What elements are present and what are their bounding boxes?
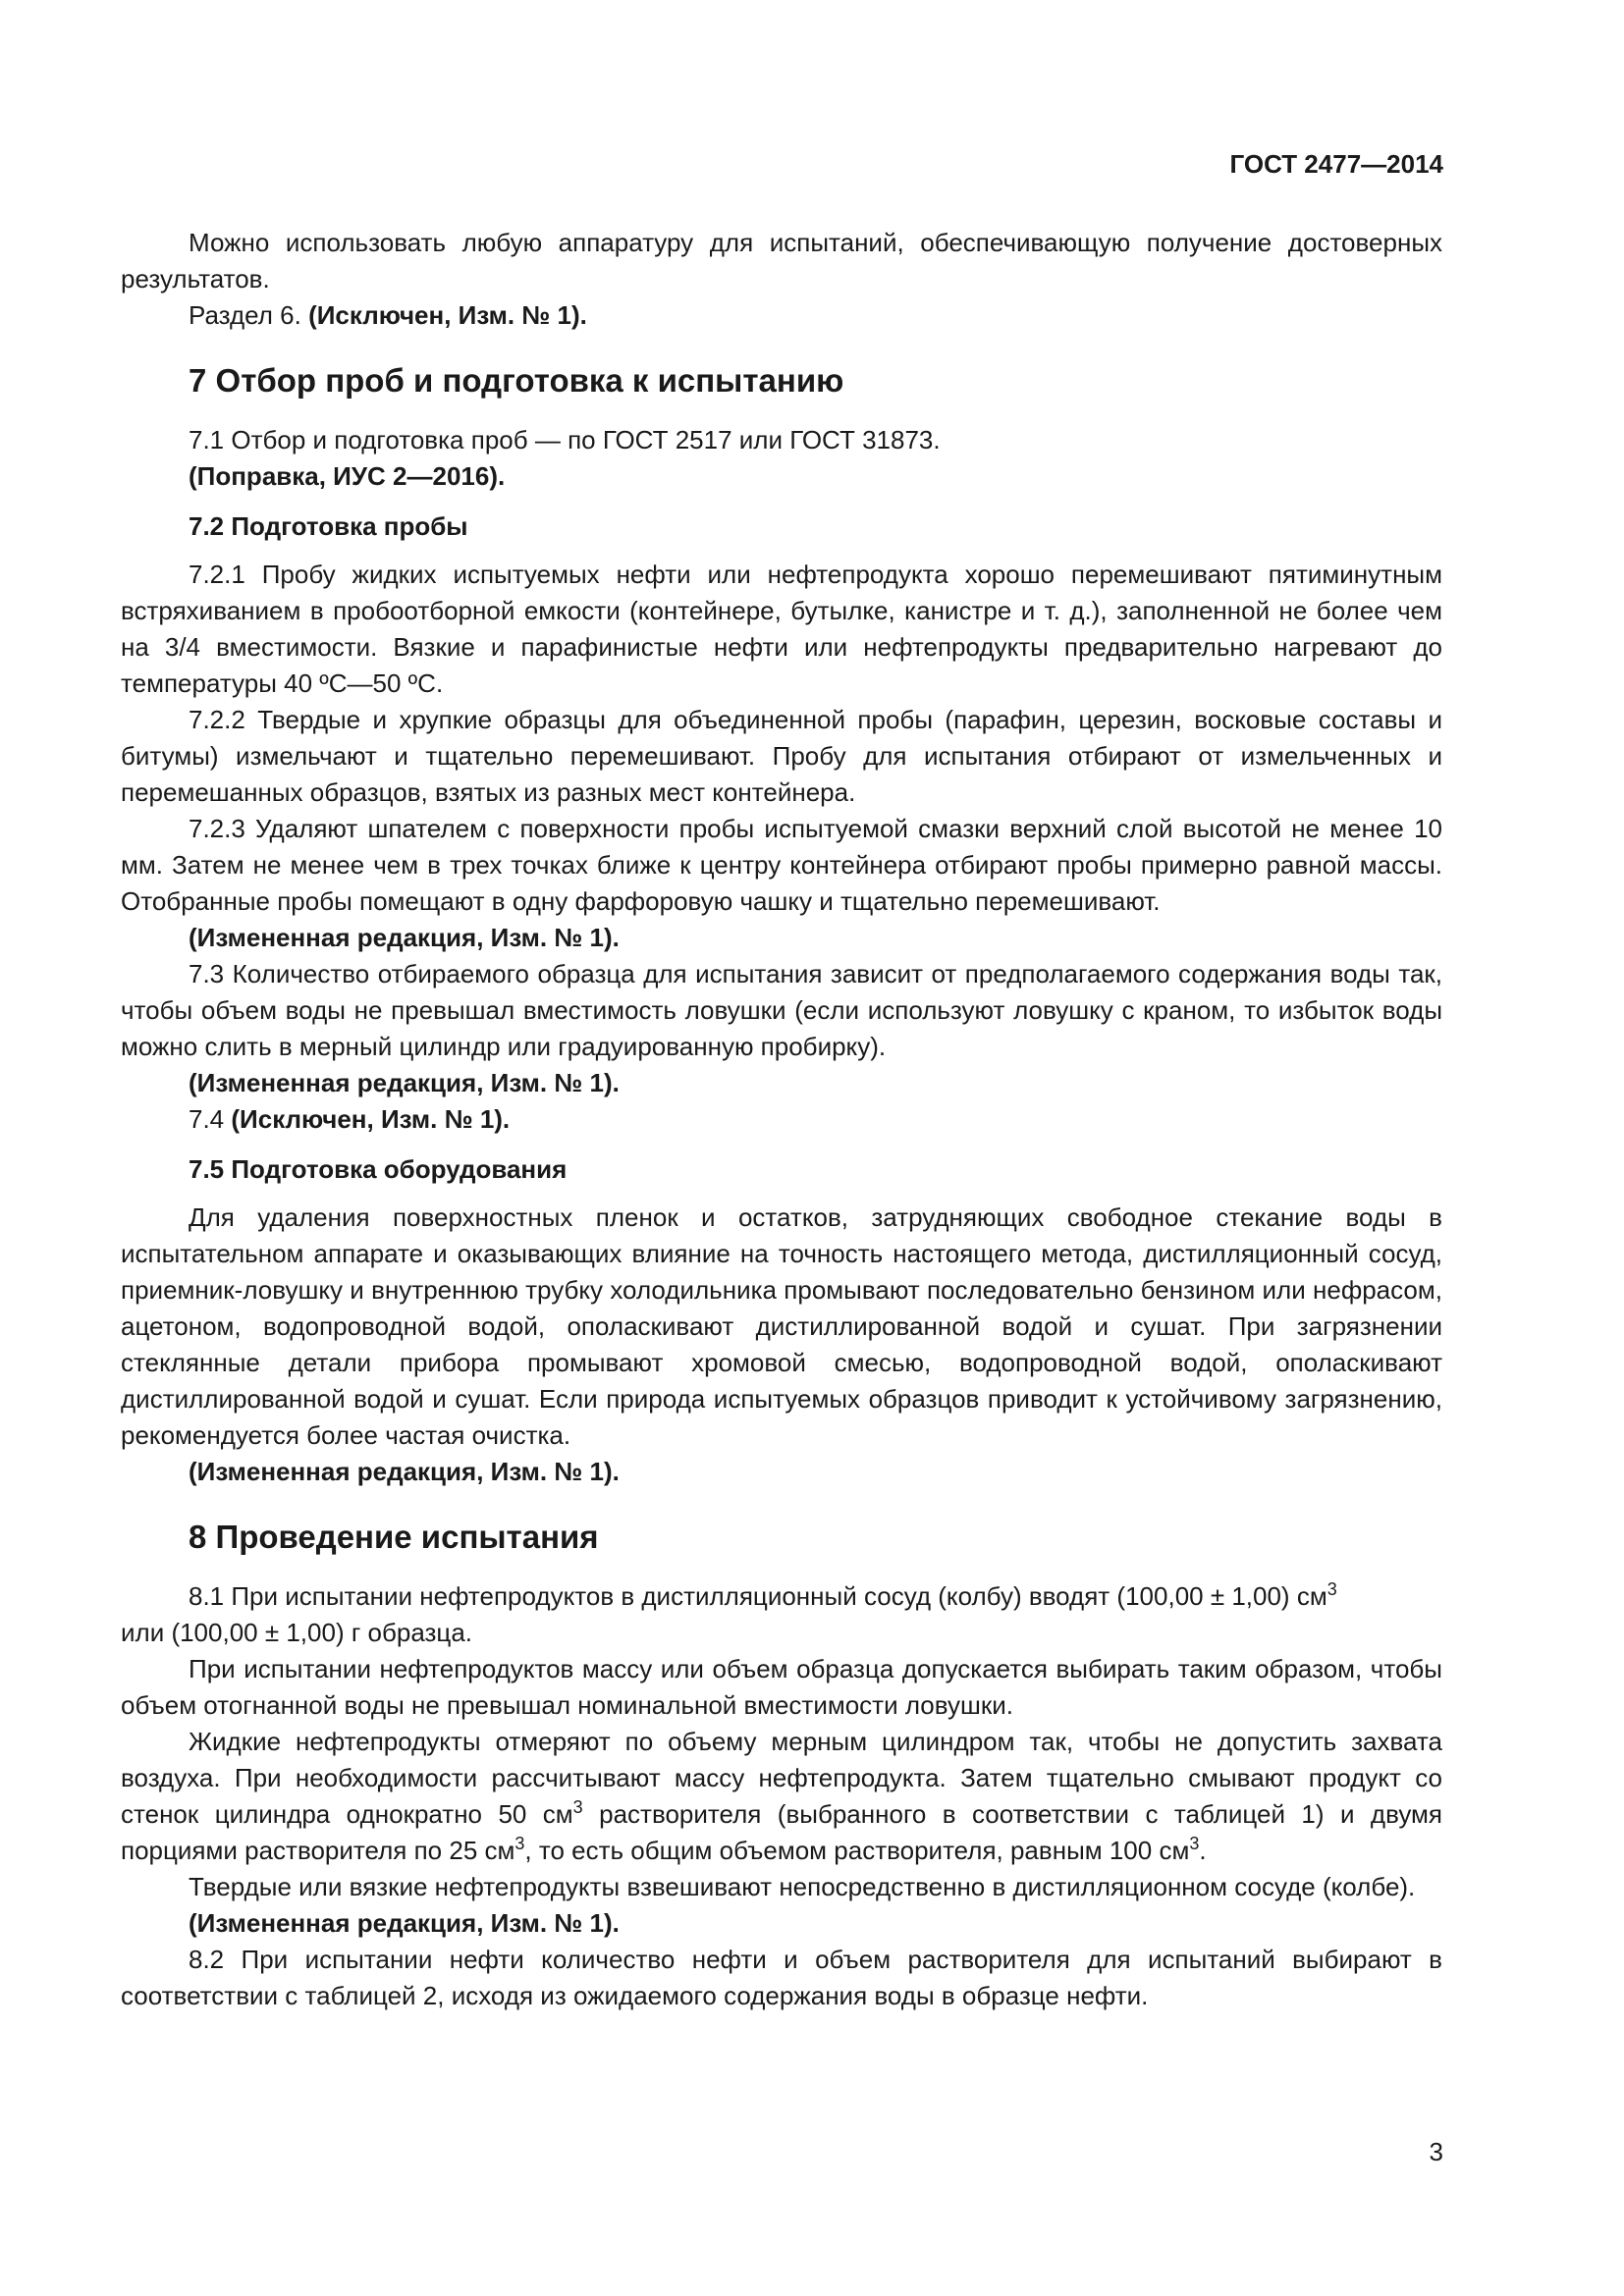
paragraph-8-1-mass: При испытании нефтепродуктов массу или объем образца допускается выбирать таким образом, чтобы объем отогнанной воды не превышал номинальной вместимости ловушки.	[121, 1654, 1442, 1720]
section6-label: Раздел 6.	[189, 300, 301, 330]
superscript-3: 3	[1326, 1579, 1337, 1599]
paragraph-7-4	[121, 1101, 1442, 1138]
amendment-note-7-3: (Измененная редакция, Изм. № 1).	[189, 1068, 620, 1097]
section8-title: 8 Проведение испытания	[189, 1519, 599, 1555]
paragraph-8-1-solid: Твердые или вязкие нефтепродукты взвешивают непосредственно в дистилляционном сосуде (колбе).	[189, 1872, 1416, 1901]
intro-paragraph: Можно использовать любую аппаратуру для испытаний, обеспечивающую получение достоверных результатов.	[121, 228, 1442, 294]
superscript-3: 3	[514, 1834, 525, 1853]
paragraph-7-4-excluded: (Исключен, Изм. № 1).	[231, 1104, 511, 1134]
section6-excluded: (Исключен, Изм. № 1).	[308, 300, 587, 330]
paragraph-8-1-liquid: Жидкие нефтепродукты отмеряют по объему мерным цилиндром так, чтобы не допустить захвата воздуха. При необходимости рассчитывают массу нефтепродукта. Затем тщательно смывают продукт со стенок цилиндра однократно 50 $см^3$ растворителя (выбранного в соответствии с таблицей 1) и двумя порциями растворителя по 25 $см^3$, то есть общим объемом растворителя, равным 100 $см^3$.	[121, 1727, 1442, 1865]
paragraph-8-1: 8.1 При испытании нефтепродуктов в дистилляционный сосуд (колбу) вводят (100,00 ± 1,00) $см^3$	[189, 1579, 1337, 1611]
paragraph-8-1-cont: или (100,00 ± 1,00) г образца.	[121, 1618, 473, 1647]
paragraph-7-5: Для удаления поверхностных пленок и остатков, затрудняющих свободное стекание воды в испытательном аппарате и оказывающих влияние на точность настоящего метода, дистилляционный сосуд, приемник-ловушку и внутреннюю трубку холодильника промывают последовательно бензином или нефрасом, ацетоном, водопроводной водой, ополаскивают дистиллированной водой и сушат. При загрязнении стеклянные детали прибора промывают хромовой смесью, водопроводной водой, ополаскивают дистиллированной водой и сушат. Если природа испытуемых образцов приводит к устойчивому загрязнению, рекомендуется более частая очистка.	[121, 1202, 1442, 1450]
paragraph-7-2-3: 7.2.3 Удаляют шпателем с поверхности пробы испытуемой смазки верхний слой высотой не менее 10 мм. Затем не менее чем в трех точках ближе к центру контейнера отбирают пробы примерно равной массы. Отобранные пробы помещают в одну фарфоровую чашку и тщательно перемешивают.	[121, 814, 1442, 916]
subsection-7-2-title: 7.2 Подготовка пробы	[189, 511, 468, 541]
paragraph-7-2-2: 7.2.2 Твердые и хрупкие образцы для объединенной пробы (парафин, церезин, восковые составы и битумы) измельчают и тщательно перемешивают. Пробу для испытания отбирают от измельченных и перемешанных образцов, взятых из разных мест контейнера.	[121, 705, 1442, 807]
standard-header: ГОСТ 2477—2014	[1229, 149, 1443, 179]
paragraph-7-3: 7.3 Количество отбираемого образца для испытания зависит от предполагаемого содержания воды так, чтобы объем воды не превышал вместимость ловушки (если используют ловушку с краном, то избыток воды можно слить в мерный цилиндр или градуированную пробирку).	[121, 959, 1442, 1061]
amendment-note-8-1: (Измененная редакция, Изм. № 1).	[189, 1908, 620, 1938]
subsection-7-5-title: 7.5 Подготовка оборудования	[189, 1154, 568, 1184]
paragraph-8-2: 8.2 При испытании нефти количество нефти и объем растворителя для испытаний выбирают в соответствии с таблицей 2, исходя из ожидаемого содержания воды в образце нефти.	[121, 1945, 1442, 2010]
section6-note	[121, 297, 1442, 334]
page-number: 3	[1429, 2137, 1443, 2166]
superscript-3: 3	[1189, 1834, 1200, 1853]
paragraph-7-2-1: 7.2.1 Пробу жидких испытуемых нефти или нефтепродукта хорошо перемешивают пятиминутным встряхиванием в пробоотборной емкости (контейнере, бутылке, канистре и т. д.), заполненной не более чем на 3/4 вместимости. Вязкие и парафинистые нефти или нефтепродукты предварительно нагревают до температуры 40 ºC—50 ºC.	[121, 560, 1442, 698]
document-body	[121, 225, 1442, 2014]
paragraph-7-1: 7.1 Отбор и подготовка проб — по ГОСТ 2517 или ГОСТ 31873.	[189, 425, 941, 454]
section7-title: 7 Отбор проб и подготовка к испытанию	[189, 362, 844, 399]
paragraph-7-4-number: 7.4	[189, 1104, 225, 1134]
amendment-note-7-1: (Поправка, ИУС 2—2016).	[189, 461, 506, 491]
superscript-3: 3	[572, 1797, 583, 1817]
amendment-note-7-2-3: (Измененная редакция, Изм. № 1).	[189, 923, 620, 952]
amendment-note-7-5: (Измененная редакция, Изм. № 1).	[189, 1457, 620, 1486]
